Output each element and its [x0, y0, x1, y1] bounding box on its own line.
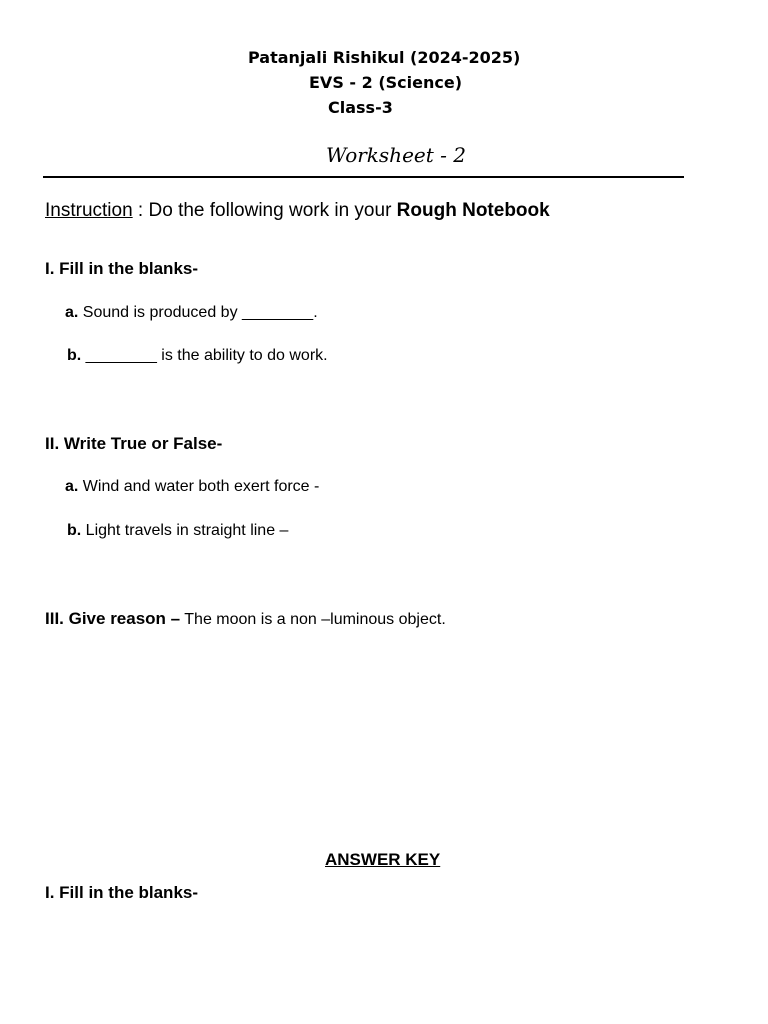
section-heading-fill-blanks: I. Fill in the blanks-: [45, 259, 199, 278]
instruction-text: Do the following work in your: [148, 200, 397, 221]
instruction-label: Instruction: [45, 200, 133, 221]
list-item: [67, 522, 288, 540]
give-reason-heading: III. Give reason –: [45, 609, 181, 628]
give-reason-text: The moon is a non –luminous object.: [180, 611, 446, 628]
instruction-row: [45, 200, 550, 222]
instruction-emphasis: Rough Notebook: [396, 200, 550, 221]
list-item: [65, 478, 319, 496]
section-heading-true-false: II. Write True or False-: [45, 434, 223, 453]
header-divider: [43, 176, 684, 178]
item-marker: b.: [67, 522, 82, 539]
list-item: [67, 347, 328, 365]
item-text: ________ is the ability to do work.: [81, 347, 328, 364]
item-text: Light travels in straight line –: [81, 522, 289, 539]
answer-key-title: ANSWER KEY: [325, 850, 441, 869]
subject-title: EVS - 2 (Science): [309, 73, 463, 92]
item-marker: b.: [67, 347, 82, 364]
item-marker: a.: [65, 478, 79, 495]
worksheet-title: Worksheet - 2: [326, 143, 466, 167]
class-label: Class-3: [328, 98, 393, 117]
give-reason-row: [45, 609, 446, 629]
school-name: Patanjali Rishikul (2024-2025): [248, 48, 521, 67]
item-text: Sound is produced by ________.: [78, 304, 318, 321]
answer-key-section-heading: I. Fill in the blanks-: [45, 883, 199, 902]
item-text: Wind and water both exert force -: [78, 478, 320, 495]
list-item: [65, 304, 318, 322]
item-marker: a.: [65, 304, 79, 321]
instruction-separator: :: [132, 200, 149, 221]
